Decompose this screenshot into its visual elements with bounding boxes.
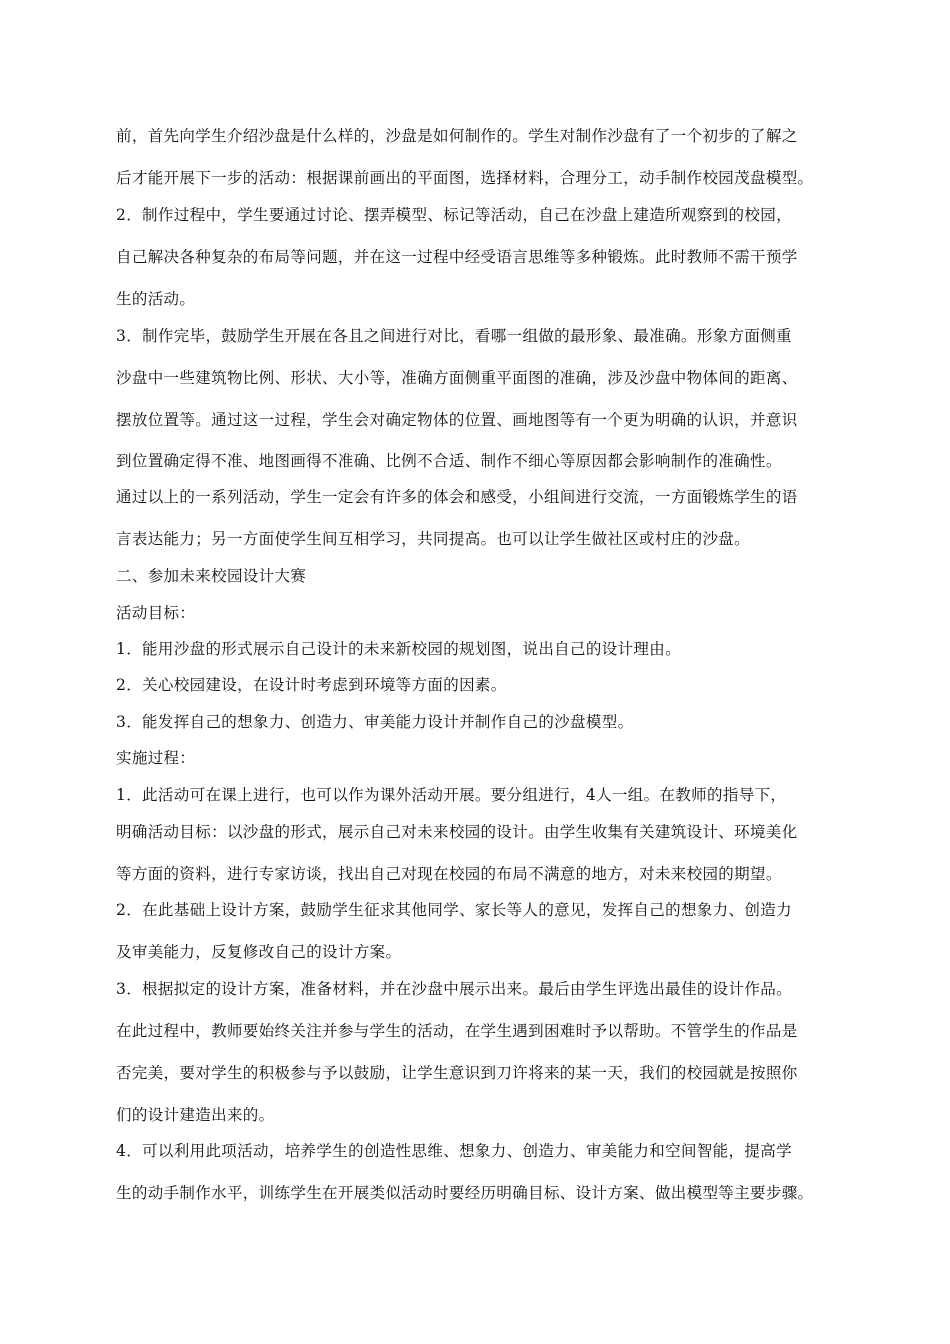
text-line: 自己解决各种复杂的布局等问题，并在这一过程中经受语言思维等多种锻炼。此时教师不需干预学 [116,248,798,266]
text-line: 生的动手制作水平，训练学生在开展类似活动时要经历明确目标、设计方案、做出模型等主要步骤。 [116,1184,814,1202]
text-line: 3．制作完毕，鼓励学生开展在各且之间进行对比，看哪一组做的最形象、最准确。形象方面侧重 [116,327,792,345]
text-line: 摆放位置等。通过这一过程，学生会对确定物体的位置、画地图等有一个更为明确的认识，并意识 [116,411,798,429]
text-line: 言表达能力；另一方面使学生间互相学习，共同提高。也可以让学生做社区或村庄的沙盘。 [116,530,751,548]
text-line: 等方面的资料，进行专家访谈，找出自己对现在校园的布局不满意的地方，对未来校园的期望。 [116,865,782,883]
text-line: 3．能发挥自己的想象力、创造力、审美能力设计并制作自己的沙盘模型。 [116,713,634,731]
text-line: 通过以上的一系列活动，学生一定会有许多的体会和感受，小组间进行交流，一方面锻炼学生的语 [116,488,798,506]
text-line: 沙盘中一些建筑物比例、形状、大小等，准确方面侧重平面图的准确，涉及沙盘中物体间的距离、 [116,369,798,387]
text-line: 3．根据拟定的设计方案，准备材料，并在沙盘中展示出来。最后由学生评选出最佳的设计作品。 [116,980,792,998]
text-line: 及审美能力，反复修改自己的设计方案。 [116,943,402,961]
subheading: 实施过程： [116,749,196,767]
text-line: 们的设计建造出来的。 [116,1106,275,1124]
text-line: 到位置确定得不准、地图画得不准确、比例不合适、制作不细心等原因都会影响制作的准确性。 [116,452,782,470]
text-line: 1．能用沙盘的形式展示自己设计的未来新校园的规划图，说出自己的设计理由。 [116,640,681,658]
text-line: 前，首先向学生介绍沙盘是什么样的，沙盘是如何制作的。学生对制作沙盘有了一个初步的了解之 [116,127,798,145]
text-line: 1．此活动可在课上进行，也可以作为课外活动开展。要分组进行，4人一组。在教师的指导下， [116,786,787,804]
text-line: 4．可以利用此项活动，培养学生的创造性思维、想象力、创造力、审美能力和空间智能，提高学 [116,1142,792,1160]
text-line: 2．制作过程中，学生要通过讨论、摆弄模型、标记等活动，自己在沙盘上建造所观察到的校园， [116,206,792,224]
text-line: 生的活动。 [116,290,196,308]
text-line: 在此过程中，教师要始终关注并参与学生的活动，在学生遇到困难时予以帮助。不管学生的作品是 [116,1022,798,1040]
text-line: 后才能开展下一步的活动：根据课前画出的平面图，选择材料，合理分工，动手制作校园茂盘模型。 [116,169,814,187]
text-line: 2．在此基础上设计方案，鼓励学生征求其他同学、家长等人的意见，发挥自己的想象力、创造力 [116,901,792,919]
subheading: 活动目标： [116,604,196,622]
text-line: 明确活动目标：以沙盘的形式，展示自己对未来校园的设计。由学生收集有关建筑设计、环境美化 [116,823,798,841]
text-line: 2．关心校园建设，在设计时考虑到环境等方面的因素。 [116,676,507,694]
section-heading: 二、参加未来校园设计大赛 [116,567,307,585]
text-line: 否完美，要对学生的积极参与予以鼓励，让学生意识到刀许将来的某一天，我们的校园就是按照你 [116,1064,798,1082]
